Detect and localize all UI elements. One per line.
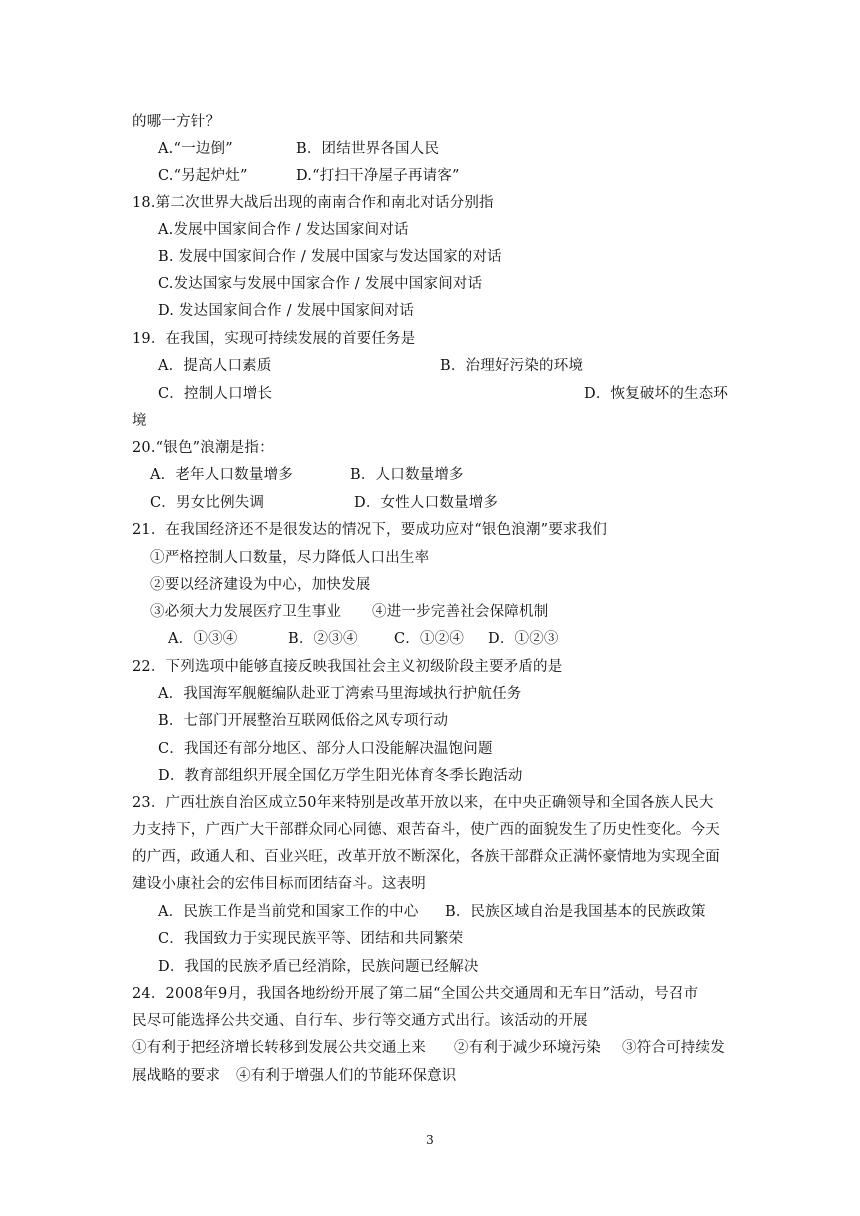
- q18-option-c: C.发达国家与发展中国家合作 / 发展中国家间对话: [158, 276, 483, 292]
- q21-option-a: A．①③④: [168, 631, 238, 647]
- q18-option-d: D. 发达国家间合作 / 发展中国家间对话: [158, 303, 415, 319]
- q23-stem-line-2: 力支持下，广西广大干部群众同心同德、艰苦奋斗，使广西的面貌发生了历史性变化。今天: [132, 822, 720, 838]
- q21-item-4: ④进一步完善社会保障机制: [372, 604, 549, 620]
- q18-option-b: B. 发展中国家间合作 / 发展中国家与发达国家的对话: [158, 249, 502, 265]
- q24-item-1: ①有利于把经济增长转移到发展公共交通上来: [132, 1040, 426, 1056]
- q22-option-a: A．我国海军舰艇编队赴亚丁湾索马里海域执行护航任务: [158, 686, 522, 702]
- q23-stem-line-1: 23．广西壮族自治区成立50年来特别是改革开放以来，在中央正确领导和全国各族人民大: [132, 795, 714, 811]
- q24-item-2: ②有利于减少环境污染: [454, 1040, 601, 1056]
- page-number: 3: [426, 1133, 434, 1147]
- q24-stem-line-2: 民尽可能选择公共交通、自行车、步行等交通方式出行。该活动的开展: [132, 1013, 588, 1029]
- q20-option-a: A．老年人口数量增多: [150, 467, 293, 483]
- q21-item-3: ③必须大力发展医疗卫生事业: [150, 604, 342, 620]
- q19-stem: 19．在我国，实现可持续发展的首要任务是: [132, 331, 416, 347]
- q24-item-3: ③符合可持续发: [622, 1040, 725, 1056]
- q19-option-d: D．恢复破坏的生态环: [584, 386, 729, 402]
- q23-stem-line-3: 的广西，政通人和、百业兴旺，改革开放不断深化，各族干部群众正满怀豪情地为实现全面: [132, 849, 720, 865]
- q21-option-b: B．②③④: [288, 631, 358, 647]
- q24-item-4: ④有利于增强人们的节能环保意识: [236, 1068, 457, 1084]
- q23-stem-line-4: 建设小康社会的宏伟目标而团结奋斗。这表明: [132, 876, 426, 892]
- q17-option-c: C.“另起炉灶”: [158, 168, 248, 184]
- q18-stem: 18.第二次世界大战后出现的南南合作和南北对话分别指: [132, 195, 494, 211]
- q21-item-1: ①严格控制人口数量，尽力降低人口出生率: [150, 550, 430, 566]
- q20-option-d: D．女性人口数量增多: [354, 495, 499, 511]
- q20-stem: 20.“银色”浪潮是指：: [132, 440, 274, 456]
- q20-option-b: B．人口数量增多: [350, 467, 464, 483]
- q23-option-d: D．我国的民族矛盾已经消除，民族问题已经解决: [158, 959, 479, 975]
- q21-option-c: C．①②④: [394, 631, 465, 647]
- q22-option-c: C．我国还有部分地区、部分人口没能解决温饱问题: [158, 741, 493, 757]
- q17-option-d: D.“打扫干净屋子再请客”: [296, 168, 460, 184]
- q24-stem-line-1: 24．2008年9月，我国各地纷纷开展了第二届“全国公共交通周和无车日”活动，号召市: [132, 986, 699, 1002]
- q21-stem: 21．在我国经济还不是很发达的情况下，要成功应对“银色浪潮”要求我们: [132, 522, 608, 538]
- q19-option-b: B．治理好污染的环境: [440, 358, 584, 374]
- q17-stem-continuation: 的哪一方针？: [132, 114, 221, 130]
- q22-option-d: D．教育部组织开展全国亿万学生阳光体育冬季长跑活动: [158, 768, 523, 784]
- q24-item-3-wrap: 展战略的要求: [132, 1068, 221, 1084]
- q20-option-c: C．男女比例失调: [150, 495, 265, 511]
- q21-option-d: D．①②③: [488, 631, 559, 647]
- q22-option-b: B．七部门开展整治互联网低俗之风专项行动: [158, 713, 449, 729]
- q19-option-d-wrap: 境: [132, 413, 147, 429]
- q23-option-a: A．民族工作是当前党和国家工作的中心: [158, 904, 419, 920]
- q17-option-a: A.“一边倒”: [158, 141, 233, 157]
- q21-item-2: ②要以经济建设为中心，加快发展: [150, 577, 371, 593]
- q19-option-a: A．提高人口素质: [158, 358, 272, 374]
- q23-option-b: B．民族区域自治是我国基本的民族政策: [445, 904, 706, 920]
- q22-stem: 22．下列选项中能够直接反映我国社会主义初级阶段主要矛盾的是: [132, 659, 563, 675]
- q17-option-b: B．团结世界各国人民: [296, 141, 440, 157]
- q23-option-c: C．我国致力于实现民族平等、团结和共同繁荣: [158, 931, 464, 947]
- q18-option-a: A.发展中国家间合作 / 发达国家间对话: [158, 222, 409, 238]
- q19-option-c: C．控制人口增长: [158, 386, 273, 402]
